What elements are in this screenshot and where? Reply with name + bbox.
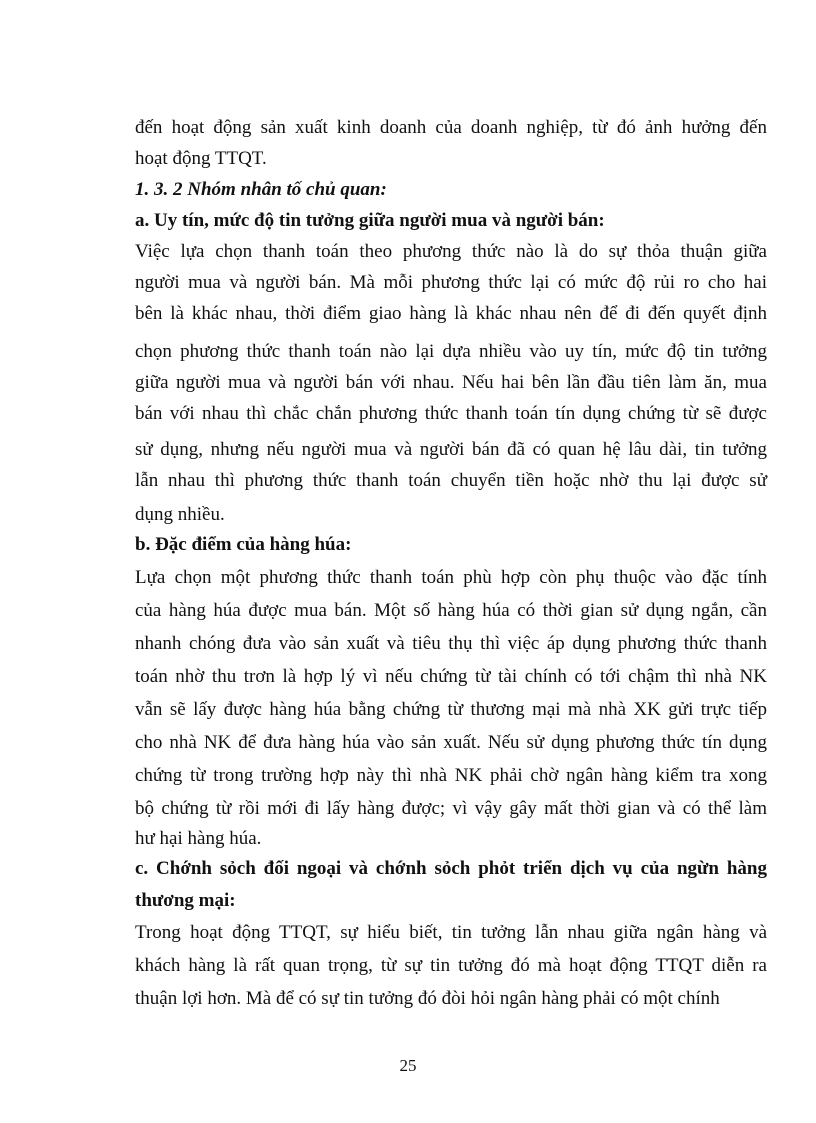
- paragraph-line: bên là khác nhau, thời điểm giao hàng là khác nhau nên để đi đến quyết định: [135, 303, 767, 324]
- paragraph-line: dụng nhiều.: [135, 504, 225, 525]
- paragraph-line: Việc lựa chọn thanh toán theo phương thức nào là do sự thỏa thuận giữa: [135, 241, 767, 262]
- paragraph-line: cho nhà NK để đưa hàng húa vào sản xuất. Nếu sử dụng phương thức tín dụng: [135, 732, 767, 753]
- subsection-c-heading-continued: thương mại:: [135, 890, 236, 911]
- paragraph-line: lẫn nhau thì phương thức thanh toán chuyển tiền hoặc nhờ thu lại được sử: [135, 470, 767, 491]
- paragraph-line: khách hàng là rất quan trọng, từ sự tin tưởng đó mà hoạt động TTQT diễn ra: [135, 955, 767, 976]
- subsection-c-heading: c. Chớnh sỏch đối ngoại và chớnh sỏch phỏt triển dịch vụ của ngừn hàng: [135, 858, 767, 879]
- paragraph-line: vẫn sẽ lấy được hàng húa bằng chứng từ thương mại mà nhà XK gửi trực tiếp: [135, 699, 767, 720]
- paragraph-line: Lựa chọn một phương thức thanh toán phù hợp còn phụ thuộc vào đặc tính: [135, 567, 767, 588]
- section-heading: 1. 3. 2 Nhóm nhân tố chủ quan:: [135, 179, 387, 200]
- paragraph-line: thuận lợi hơn. Mà để có sự tin tưởng đó đòi hỏi ngân hàng phải có một chính: [135, 988, 720, 1009]
- subsection-b-heading: b. Đặc điểm của hàng húa:: [135, 534, 352, 555]
- paragraph-line: bán với nhau thì chắc chắn phương thức thanh toán tín dụng chứng từ sẽ được: [135, 403, 767, 424]
- paragraph-line: bộ chứng từ rồi mới đi lấy hàng được; vì vậy gây mất thời gian và có thể làm: [135, 798, 767, 819]
- paragraph-line: của hàng húa được mua bán. Một số hàng húa có thời gian sử dụng ngắn, cần: [135, 600, 767, 621]
- paragraph-line: sử dụng, nhưng nếu người mua và người bán đã có quan hệ lâu dài, tin tưởng: [135, 439, 767, 460]
- paragraph-line: hư hại hàng húa.: [135, 828, 262, 849]
- paragraph-line: chọn phương thức thanh toán nào lại dựa nhiều vào uy tín, mức độ tin tưởng: [135, 341, 767, 362]
- paragraph-line: hoạt động TTQT.: [135, 148, 267, 169]
- paragraph-line: Trong hoạt động TTQT, sự hiểu biết, tin tưởng lẫn nhau giữa ngân hàng và: [135, 922, 767, 943]
- subsection-a-heading: a. Uy tín, mức độ tin tưởng giữa người mua và người bán:: [135, 210, 605, 231]
- paragraph-line: nhanh chóng đưa vào sản xuất và tiêu thụ thì việc áp dụng phương thức thanh: [135, 633, 767, 654]
- paragraph-line: đến hoạt động sản xuất kinh doanh của doanh nghiệp, từ đó ảnh hưởng đến: [135, 117, 767, 138]
- page-number: 25: [399, 1056, 417, 1075]
- paragraph-line: chứng từ trong trường hợp này thì nhà NK phải chờ ngân hàng kiểm tra xong: [135, 765, 767, 786]
- paragraph-line: toán nhờ thu trơn là hợp lý vì nếu chứng từ tài chính có tới chậm thì nhà NK: [135, 666, 767, 687]
- paragraph-line: giữa người mua và người bán với nhau. Nếu hai bên lần đầu tiên làm ăn, mua: [135, 372, 767, 393]
- paragraph-line: người mua và người bán. Mà mỗi phương thức lại có mức độ rủi ro cho hai: [135, 272, 767, 293]
